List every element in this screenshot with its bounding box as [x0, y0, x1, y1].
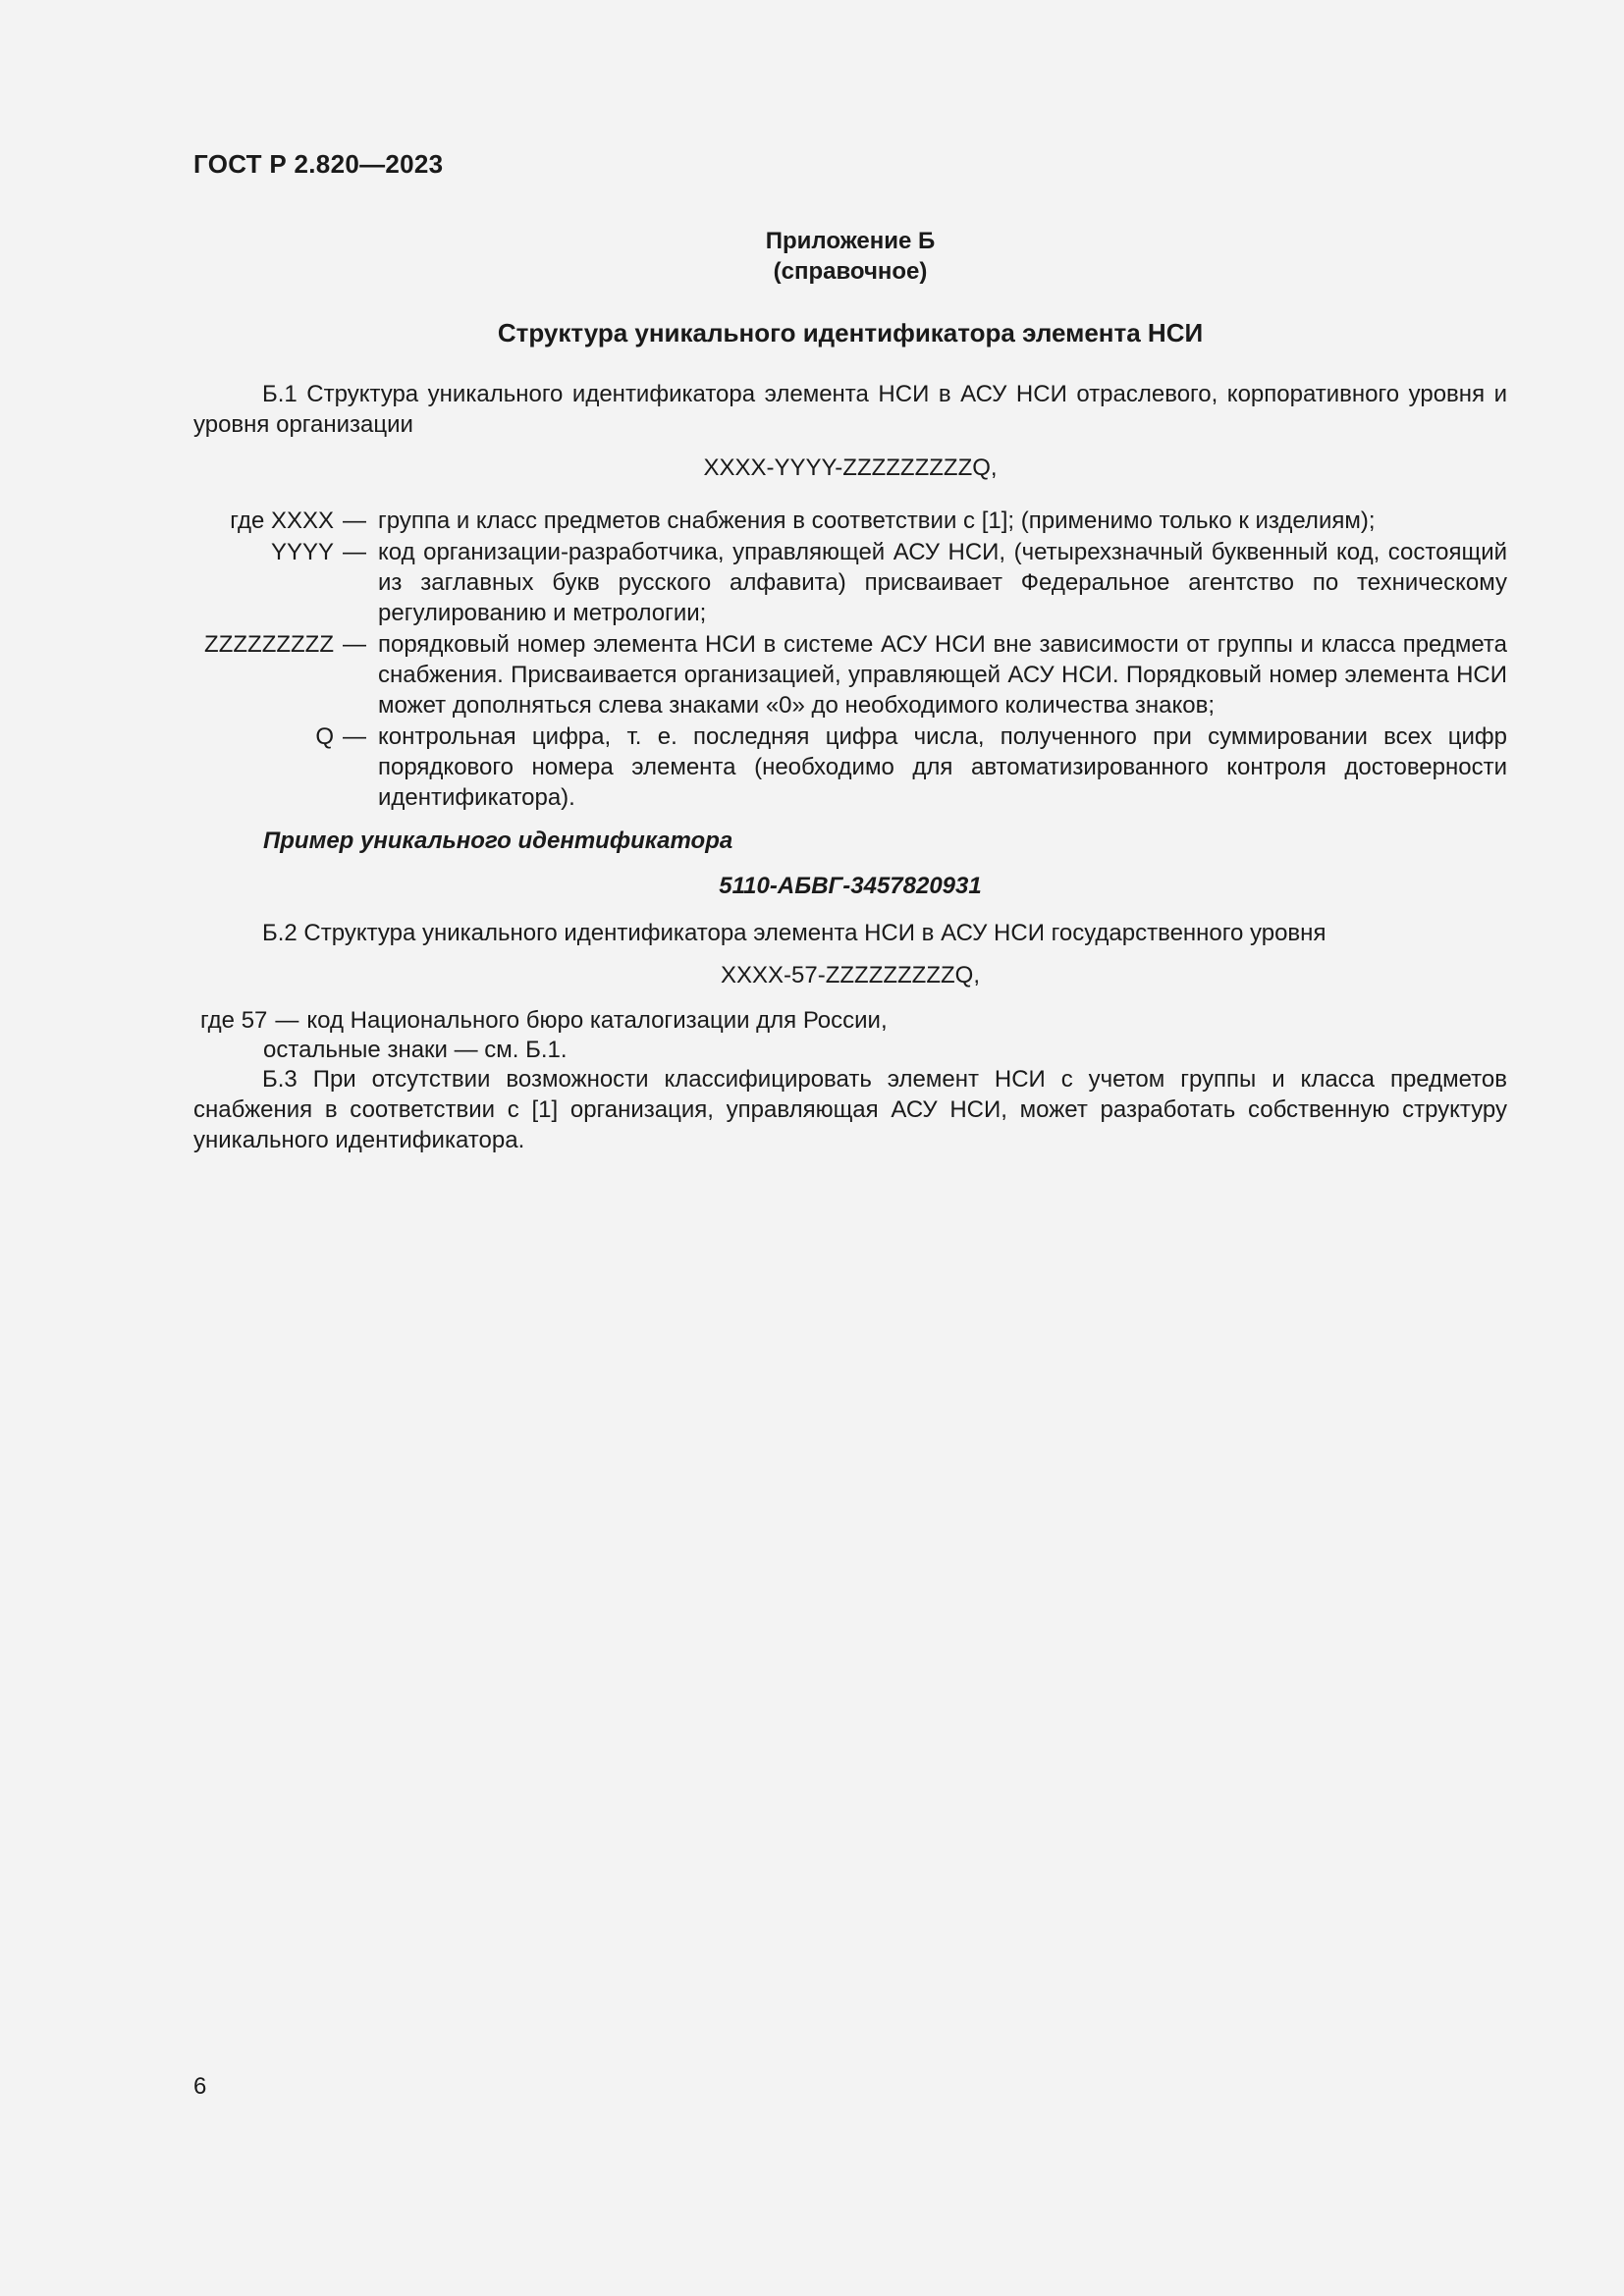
definition-row	[193, 506, 1507, 536]
definition-text: группа и класс предметов снабжения в соответствии с [1]; (применимо только к изделиям);	[378, 507, 1376, 534]
definition-dash: —	[275, 1007, 299, 1034]
document-code-header: ГОСТ Р 2.820—2023	[193, 149, 444, 179]
paragraph-b3: Б.3 При отсутствии возможности классифицировать элемент НСИ с учетом группы и класса предметов снабжения в соответствии с [1] организация, управляющая АСУ НСИ, может разработать собственную структуру уникального идентификатора.	[193, 1066, 1507, 1153]
definition-text: код организации-разработчика, управляющей АСУ НСИ, (четырехзначный буквенный код, состоящий из заглавных букв русского алфавита) присваивает Федеральное агентство по техническому регулированию и метрологии;	[378, 539, 1507, 626]
remaining-signs-note: остальные знаки — см. Б.1.	[263, 1037, 568, 1063]
definition-dash: —	[343, 723, 366, 750]
definition-term: ZZZZZZZZZ	[204, 631, 334, 658]
definition-dash: —	[343, 631, 366, 658]
paragraph-b1: Б.1 Структура уникального идентификатора элемента НСИ в АСУ НСИ отраслевого, корпоративного уровня и уровня организации	[193, 381, 1507, 438]
formula-b1: XXXX-YYYY-ZZZZZZZZZQ,	[703, 454, 998, 481]
definition-text: порядковый номер элемента НСИ в системе АСУ НСИ вне зависимости от группы и класса предмета снабжения. Присваивается организацией, управляющей АСУ НСИ. Порядковый номер элемента НСИ может дополняться слева знаками «0» до необходимого количества знаков;	[378, 631, 1507, 719]
definition-term: Q	[315, 723, 334, 750]
section-title: Структура уникального идентификатора элемента НСИ	[497, 318, 1204, 347]
definition-dash: —	[343, 539, 366, 565]
definition-term: где 57	[200, 1007, 268, 1034]
definition-term: где XXXX	[230, 507, 334, 534]
definition-dash: —	[343, 507, 366, 534]
definition-text: контрольная цифра, т. е. последняя цифра числа, полученного при суммировании всех цифр порядкового номера элемента (необходимо для автоматизированного контроля достоверности идентификатора).	[378, 723, 1507, 811]
example-label: Пример уникального идентификатора	[263, 828, 733, 854]
definition-row	[193, 537, 1507, 628]
example-value: 5110-АБВГ-3457820931	[719, 873, 982, 899]
appendix-kind: (справочное)	[773, 258, 928, 285]
formula-b2: XXXX-57-ZZZZZZZZZQ,	[721, 962, 980, 988]
definition-row	[193, 629, 1507, 721]
paragraph-b2: Б.2 Структура уникального идентификатора элемента НСИ в АСУ НСИ государственного уровня	[262, 920, 1326, 946]
definition-row	[193, 721, 1507, 813]
definition-term: YYYY	[270, 539, 334, 565]
definition-row-57	[200, 1005, 888, 1036]
definition-text: код Национального бюро каталогизации для России,	[306, 1007, 888, 1034]
page-number: 6	[193, 2073, 207, 2100]
appendix-title: Приложение Б	[765, 228, 936, 254]
